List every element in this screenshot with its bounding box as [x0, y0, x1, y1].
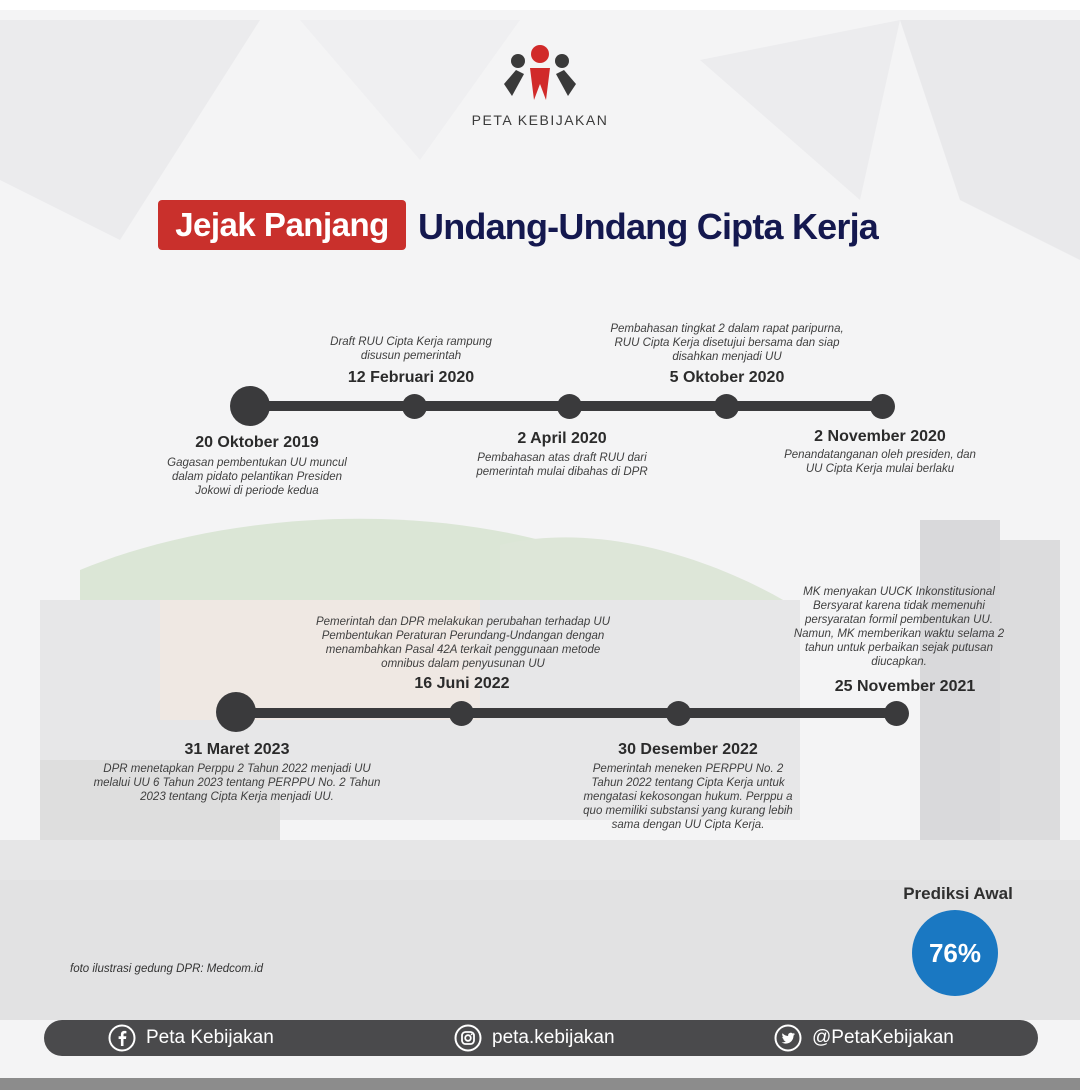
social-footer: [44, 1020, 1038, 1056]
timeline-bottom-line: [236, 708, 898, 718]
timeline-top-dot: [402, 394, 427, 419]
twitter-icon: [774, 1024, 802, 1052]
event-description: Gagasan pembentukan UU muncul dalam pidato pelantikan Presiden Jokowi di periode kedua: [167, 457, 347, 497]
timeline-bottom-end-dot: [216, 692, 256, 732]
twitter-handle: @PetaKebijakan: [812, 1027, 954, 1048]
timeline-bottom-dot: [884, 701, 909, 726]
event-date: 16 Juni 2022: [414, 675, 510, 692]
bottom-border: [0, 1078, 1080, 1090]
event-date: 2 April 2020: [517, 430, 607, 447]
event-description: Penandatanganan oleh presiden, dan UU Cipta Kerja mulai berlaku: [784, 449, 976, 475]
event-description: Pemerintah dan DPR melakukan perubahan terhadap UU Pembentukan Peraturan Perundang-Undangan dengan menambahkan Pasal 42A terkait penggunaan metode omnibus dalam penyusunan UU: [315, 616, 611, 670]
timeline-top-start-dot: [230, 386, 270, 426]
event-date: 25 November 2021: [834, 678, 976, 695]
twitter-link[interactable]: [774, 1020, 954, 1056]
timeline-top-dot: [714, 394, 739, 419]
title-highlight: Jejak Panjang: [158, 200, 406, 250]
photo-credit: foto ilustrasi gedung DPR: Medcom.id: [70, 963, 264, 975]
instagram-link[interactable]: [454, 1020, 615, 1056]
facebook-icon: [108, 1024, 136, 1052]
event-description: DPR menetapkan Perppu 2 Tahun 2022 menjadi UU melalui UU 6 Tahun 2023 tentang PERPPU No. 2 Tahun 2023 tentang Cipta Kerja menjadi UU.: [93, 763, 381, 803]
prediction-badge: 76%: [912, 910, 998, 996]
event-description: Draft RUU Cipta Kerja rampung disusun pemerintah: [330, 336, 492, 362]
event-date: 12 Februari 2020: [347, 369, 475, 386]
event-date: 5 Oktober 2020: [669, 369, 785, 386]
peta-kebijakan-logo: [490, 44, 590, 106]
brand-name: PETA KEBIJAKAN: [471, 112, 609, 128]
top-border: [0, 0, 1080, 10]
timeline-top-dot: [870, 394, 895, 419]
timeline-bottom-dot: [666, 701, 691, 726]
event-description: Pembahasan atas draft RUU dari pemerintah mulai dibahas di DPR: [476, 452, 648, 478]
facebook-link[interactable]: [108, 1020, 274, 1056]
page-title: Undang-Undang Cipta Kerja: [418, 206, 879, 247]
event-date: 20 Oktober 2019: [195, 434, 319, 451]
event-date: 2 November 2020: [814, 428, 946, 445]
timeline-top-dot: [557, 394, 582, 419]
instagram-icon: [454, 1024, 482, 1052]
facebook-handle: Peta Kebijakan: [146, 1027, 274, 1048]
prediction-label: Prediksi Awal: [903, 884, 1013, 903]
event-description: Pembahasan tingkat 2 dalam rapat paripurna, RUU Cipta Kerja disetujui bersama dan siap disahkan menjadi UU: [610, 323, 844, 363]
event-date: 30 Desember 2022: [618, 741, 758, 758]
event-description: Pemerintah meneken PERPPU No. 2 Tahun 2022 tentang Cipta Kerja untuk mengatasi kekosongan hukum. Perppu a quo memiliki substansi yang kurang lebih sama dengan UU Cipta Kerja.: [583, 763, 793, 831]
event-description: MK menyakan UUCK Inkonstitusional Bersyarat karena tidak memenuhi persyaratan formil pembentukan UU. Namun, MK memberikan waktu selama 2 tahun untuk perbaikan sejak putusan diucapkan.: [793, 586, 1005, 668]
event-date: 31 Maret 2023: [184, 741, 290, 758]
instagram-handle: peta.kebijakan: [492, 1027, 615, 1048]
timeline-bottom-dot: [449, 701, 474, 726]
